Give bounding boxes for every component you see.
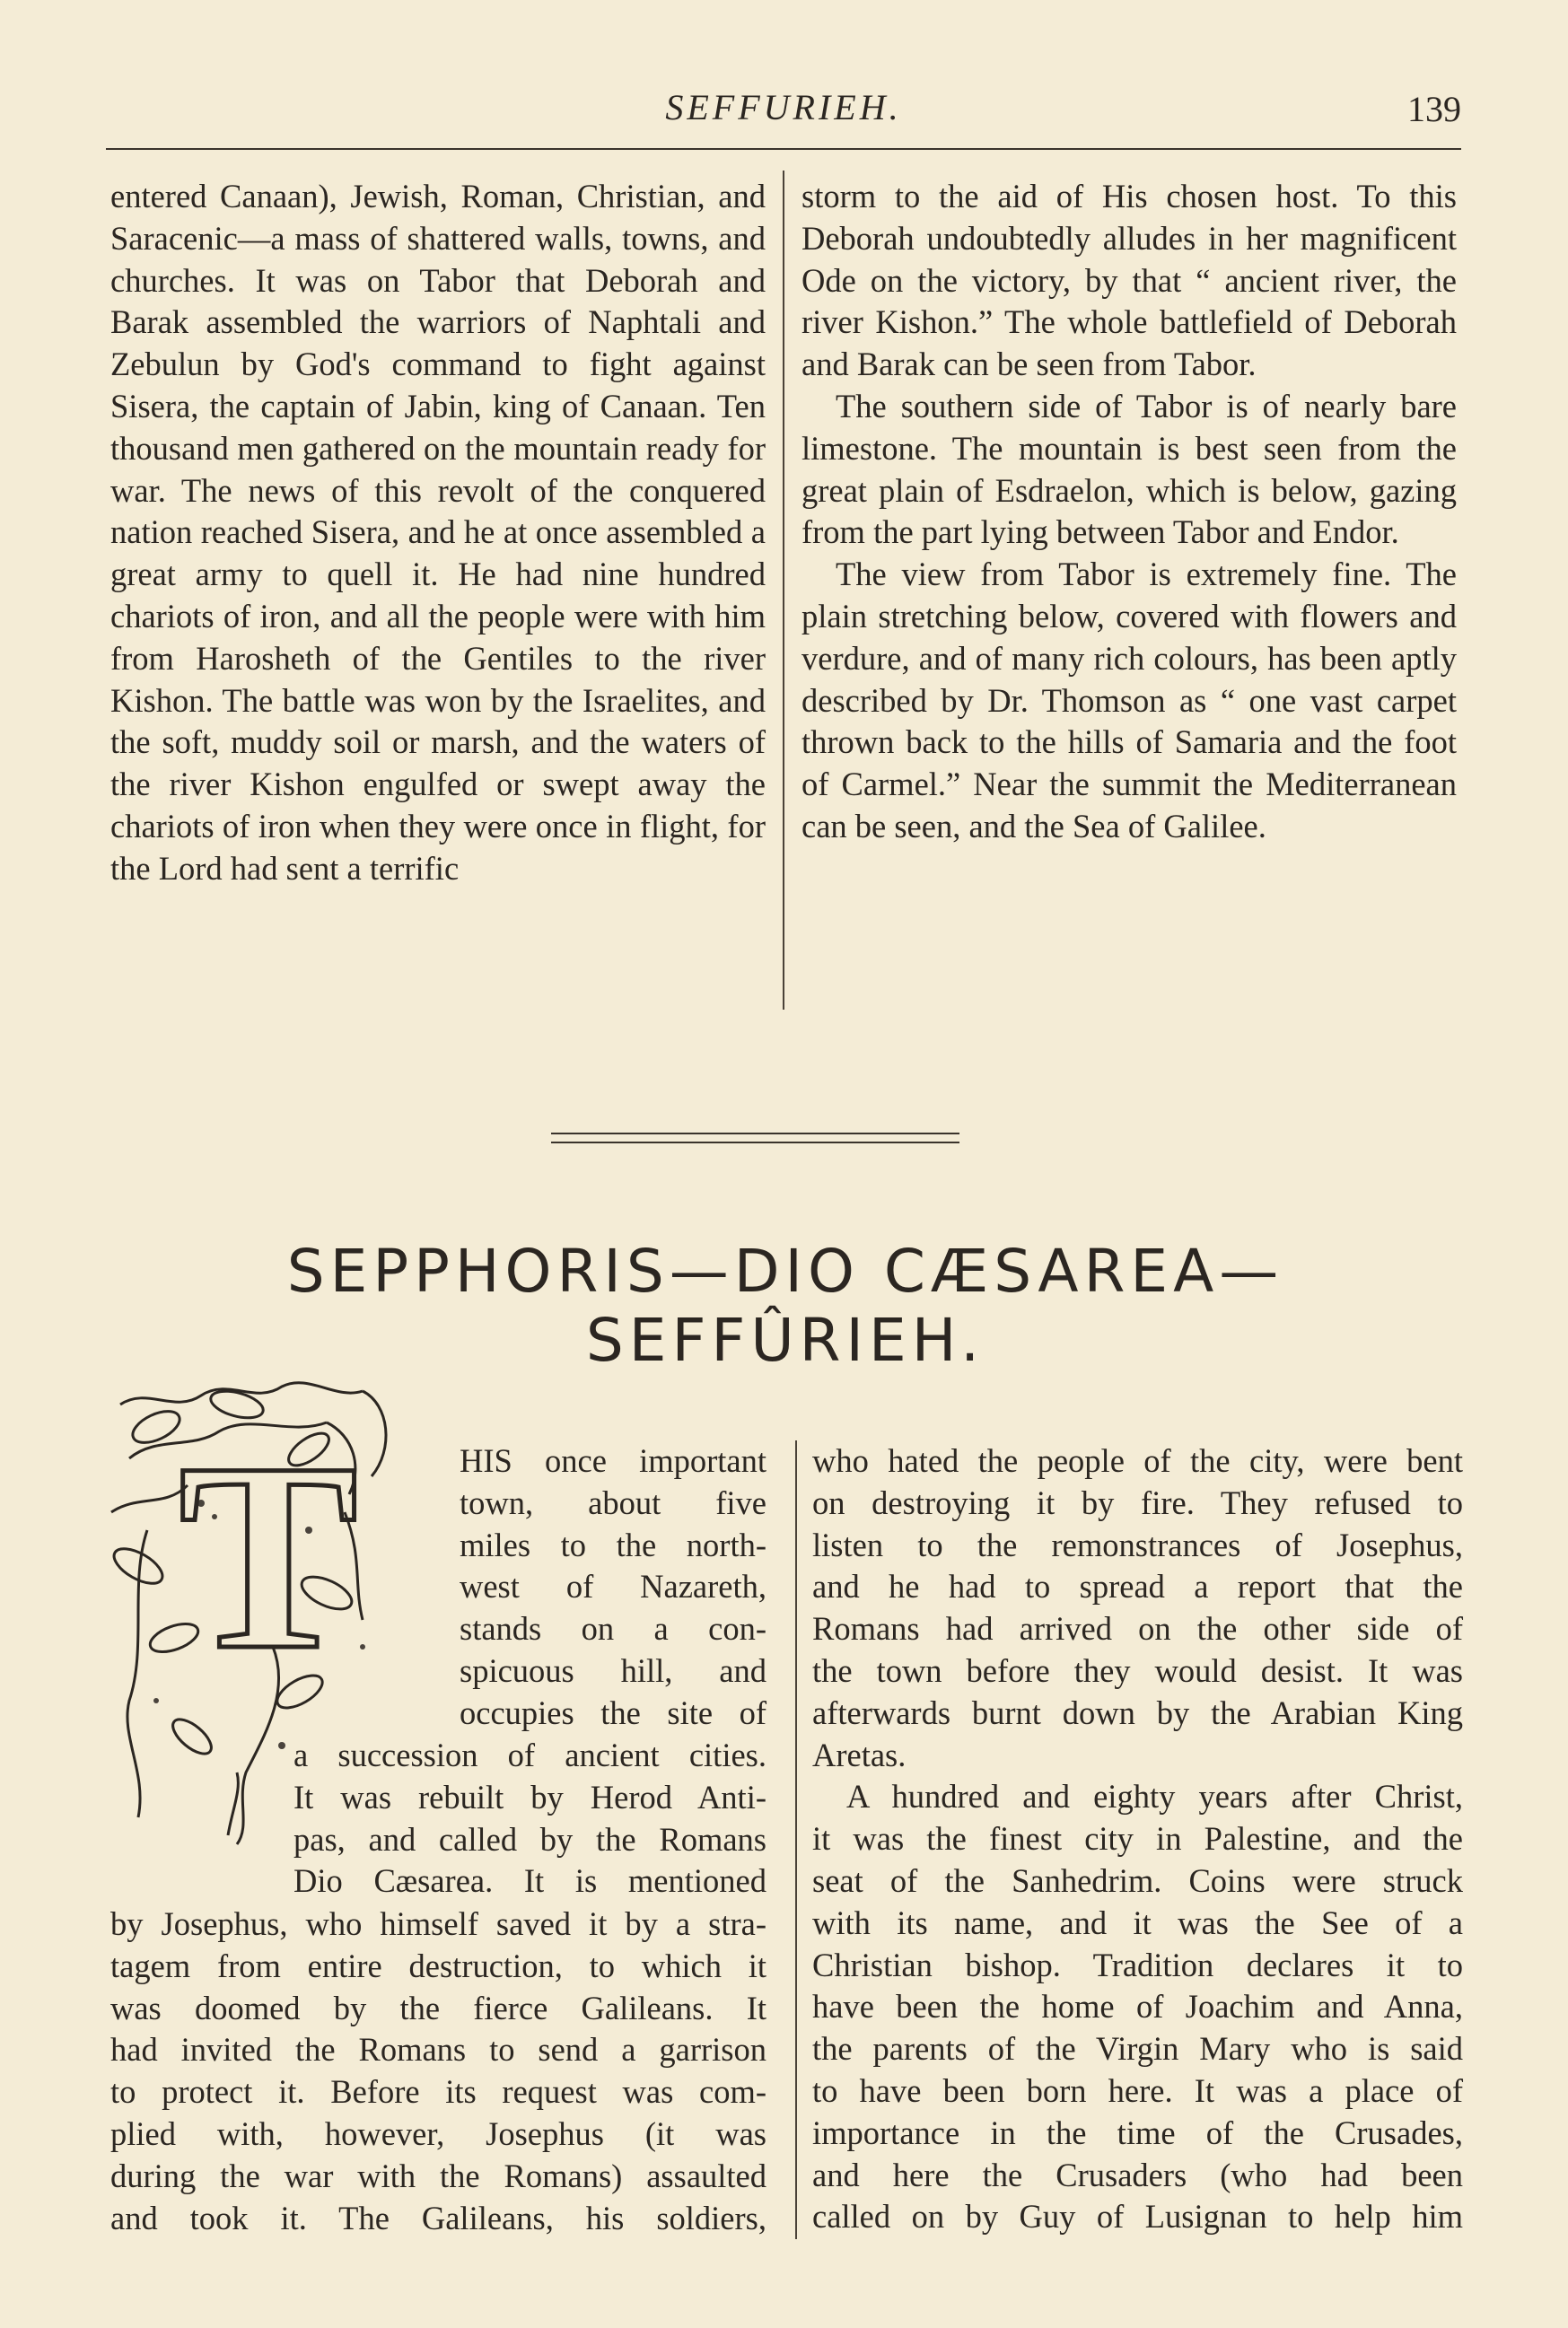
text-line: miles to the north- bbox=[460, 1526, 766, 1563]
upper-left-column bbox=[110, 176, 766, 890]
text-line: west of Nazareth, bbox=[460, 1568, 766, 1606]
text-line: importance in the time of the Crusades, bbox=[812, 2114, 1463, 2151]
upper-right-paragraph-3: The view from Tabor is extremely fine. The plain stretching below, covered with flowers and verdure, and of many rich colours, has been aptly described by Dr. Thomson as “ one vast carpet thrown back to the hills of Samaria and the foot of Carmel.” Near the summit the Mediterranean can be seen, and the Sea of Galilee. bbox=[802, 556, 1457, 845]
text-line: tagem from entire destruction, to which it bbox=[110, 1947, 766, 1984]
upper-left-paragraph: entered Canaan), Jewish, Roman, Christian, and Saracenic—a mass of shattered walls, towns, and churches. It was on Tabor that Deborah and Barak assembled the warriors of Naphtali and Zebulun by God's command to fight against Sisera, the captain of Jabin, king of Canaan. Ten thousand men gathered on the mountain ready for war. The news of this revolt of the conquered nation reached Sisera, and he at once assembled a great army to quell it. He had nine hundred chariots of iron, and all the people were with him from Harosheth of the Gentiles to the river Kishon. The battle was won by the Israelites, and the soft, muddy soil or marsh, and the waters of the river Kishon engulfed or swept away the chariots of iron when they were once in flight, for the Lord had sent a terrific bbox=[110, 178, 766, 887]
text-line: listen to the remonstrances of Josephus, bbox=[812, 1526, 1463, 1563]
text-line: and took it. The Galileans, his soldiers, bbox=[110, 2199, 766, 2236]
text-line: afterwards burnt down by the Arabian King bbox=[812, 1693, 1463, 1731]
upper-right-paragraph-1: storm to the aid of His chosen host. To this Deborah undoubtedly alludes in her magnificent Ode on the victory, by that “ ancient river, the river Kishon.” The whole battlefield of Deborah and Barak can be seen from Tabor. bbox=[802, 178, 1457, 383]
lower-left-text-full bbox=[110, 1904, 766, 2239]
initial-letter: T bbox=[179, 1407, 359, 1705]
text-line: on destroying it by fire. They refused to bbox=[812, 1483, 1463, 1521]
column-divider-lower bbox=[795, 1440, 797, 2239]
text-line: have been the home of Joachim and Anna, bbox=[812, 1988, 1463, 2026]
text-line: and here the Crusaders (who had been bbox=[812, 2156, 1463, 2193]
text-line: Dio Cæsarea. It is mentioned bbox=[293, 1862, 766, 1900]
running-title: SEFFURIEH. bbox=[665, 87, 902, 127]
text-line: seat of the Sanhedrim. Coins were struck bbox=[812, 1861, 1463, 1899]
text-line: the town before they would desist. It was bbox=[812, 1651, 1463, 1689]
text-line: A hundred and eighty years after Christ, bbox=[846, 1778, 1463, 1816]
text-line: it was the finest city in Palestine, and the bbox=[812, 1820, 1463, 1858]
text-line: plied with, however, Josephus (it was bbox=[110, 2114, 766, 2152]
lower-right-column bbox=[812, 1440, 1463, 2238]
text-line: spicuous hill, and bbox=[460, 1651, 766, 1689]
page-number: 139 bbox=[1407, 89, 1461, 129]
text-line: who hated the people of the city, were bent bbox=[812, 1442, 1463, 1479]
header-rule bbox=[106, 148, 1461, 150]
text-line: Romans had arrived on the other side of bbox=[812, 1610, 1463, 1648]
text-line: occupies the site of bbox=[460, 1693, 766, 1731]
section-divider-double-rule bbox=[551, 1133, 959, 1143]
upper-right-column bbox=[802, 176, 1457, 848]
text-line: by Josephus, who himself saved it by a stra- bbox=[110, 1905, 766, 1942]
running-header bbox=[106, 86, 1461, 140]
text-line: Aretas. bbox=[812, 1736, 907, 1773]
lower-left-text-wrap bbox=[293, 1735, 766, 1903]
text-line: and he had to spread a report that the bbox=[812, 1568, 1463, 1606]
text-line: stands on a con- bbox=[460, 1610, 766, 1648]
text-line: town, about five bbox=[460, 1483, 766, 1521]
text-line: HIS once important bbox=[460, 1442, 766, 1479]
column-divider-upper bbox=[783, 171, 784, 1010]
text-line: a succession of ancient cities. bbox=[293, 1737, 766, 1773]
text-line: It was rebuilt by Herod Anti- bbox=[293, 1778, 766, 1816]
text-line: Christian bishop. Tradition declares it to bbox=[812, 1946, 1463, 1983]
text-line: called on by Guy of Lusignan to help him bbox=[812, 2198, 1463, 2236]
text-line: to protect it. Before its request was com- bbox=[110, 2073, 766, 2111]
text-line: with its name, and it was the See of a bbox=[812, 1904, 1463, 1941]
section-title: SEPPHORIS—DIO CÆSAREA—SEFFÛRIEH. bbox=[286, 1237, 1284, 1375]
upper-right-paragraph-2: The southern side of Tabor is of nearly bare limestone. The mountain is best seen from the great plain of Esdraelon, which is below, gazing from the part lying between Tabor and Endor. bbox=[802, 387, 1457, 551]
text-line: during the war with the Romans) assaulted bbox=[110, 2157, 766, 2194]
text-line: the parents of the Virgin Mary who is said bbox=[812, 2030, 1463, 2068]
text-line: pas, and called by the Romans bbox=[293, 1820, 766, 1858]
text-line: was doomed by the fierce Galileans. It bbox=[110, 1989, 766, 2026]
text-line: to have been born here. It was a place of bbox=[812, 2071, 1463, 2109]
lower-left-text-beside-initial bbox=[460, 1440, 766, 1735]
text-line: had invited the Romans to send a garrison bbox=[110, 2031, 766, 2069]
